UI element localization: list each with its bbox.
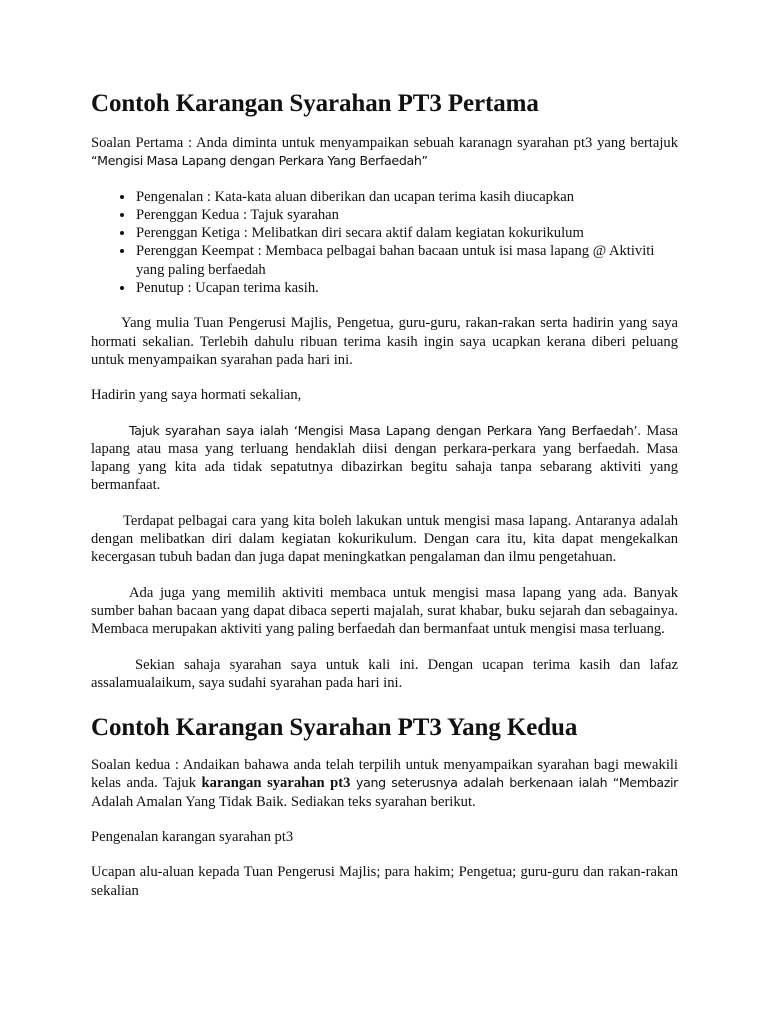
list-item: • Perenggan Ketiga : Melibatkan diri secara aktif dalam kegiatan kokurikulum	[135, 224, 678, 242]
list-item: • Penutup : Ucapan terima kasih.	[135, 279, 678, 297]
question2-bold: karangan syarahan pt3	[201, 775, 351, 792]
outline-list	[91, 188, 678, 298]
list-item: • Perenggan Keempat : Membaca pelbagai bahan bacaan untuk isi masa lapang @ Aktiviti yang paling berfaedah	[135, 242, 678, 279]
paragraph-reading: Ada juga yang memilih aktiviti membaca untuk mengisi masa lapang yang ada. Banyak sumber bahan bacaan yang dapat dibaca seperti majalah, surat khabar, buku sejarah dan sebagainya. Membaca merupakan aktiviti yang paling berfaedah dan bermanfaat untuk mengisi masa terluang.	[91, 584, 678, 638]
question-topic: “Mengisi Masa Lapang dengan Perkara Yang Berfaedah”	[91, 153, 428, 169]
topic-rest: Masa lapang atau masa yang terluang hendaklah diisi dengan perkara-perkara yang berfaedah. Masa lapang yang kita ada tidak sepatutnya dibazirkan begitu sahaja tanpa sebarang aktiviti yang bermanfaat.	[91, 422, 678, 494]
intro-heading: Pengenalan karangan syarahan pt3	[91, 829, 294, 846]
question2-prefix: Soalan kedua : Andaikan bahawa anda telah terpilih untuk menyampaikan syarahan bagi mewakili kelas anda. Tajuk	[91, 757, 678, 792]
paragraph-closing: Sekian sahaja syarahan saya untuk kali ini. Dengan ucapan terima kasih dan lafaz assalamualaikum, saya sudahi syarahan pada hari ini.	[91, 656, 678, 691]
list-item: • Pengenalan : Kata-kata aluan diberikan dan ucapan terima kasih diucapkan	[135, 188, 678, 206]
paragraph-audience: Hadirin yang saya hormati sekalian,	[91, 387, 302, 404]
question2-cond: yang seterusnya adalah berkenaan ialah “Membazir	[350, 775, 678, 791]
paragraph-topic	[91, 422, 678, 495]
list-item: • Perenggan Kedua : Tajuk syarahan	[135, 206, 678, 224]
section2-question	[91, 756, 678, 811]
paragraph-salutation: Ucapan alu-aluan kepada Tuan Pengerusi Majlis; para hakim; Pengetua; guru-guru dan rakan-rakan sekalian	[91, 864, 678, 899]
section1-title: Contoh Karangan Syarahan PT3 Pertama	[91, 90, 539, 117]
section2-title: Contoh Karangan Syarahan PT3 Yang Kedua	[91, 714, 578, 742]
question-prefix: Soalan Pertama : Anda diminta untuk menyampaikan sebuah karanagn syarahan pt3 yang bertajuk	[91, 135, 678, 151]
question2-rest: Adalah Amalan Yang Tidak Baik. Sediakan teks syarahan berikut.	[91, 793, 476, 810]
section1-question	[91, 134, 678, 171]
topic-lead: Tajuk syarahan saya ialah ‘Mengisi Masa Lapang dengan Perkara Yang Berfaedah’.	[129, 422, 641, 438]
paragraph-ways: Terdapat pelbagai cara yang kita boleh lakukan untuk mengisi masa lapang. Antaranya adalah dengan melibatkan diri dalam kegiatan kokurikulum. Dengan cara itu, kita dapat mengekalkan kecergasan tubuh badan dan juga dapat meningkatkan pengalaman dan ilmu pengetahuan.	[91, 512, 678, 566]
paragraph-greeting: Yang mulia Tuan Pengerusi Majlis, Pengetua, guru-guru, rakan-rakan serta hadirin yang saya hormati sekalian. Terlebih dahulu ribuan terima kasih ingin saya ucapkan kerana diberi peluang untuk menyampaikan syarahan pada hari ini.	[91, 315, 678, 368]
